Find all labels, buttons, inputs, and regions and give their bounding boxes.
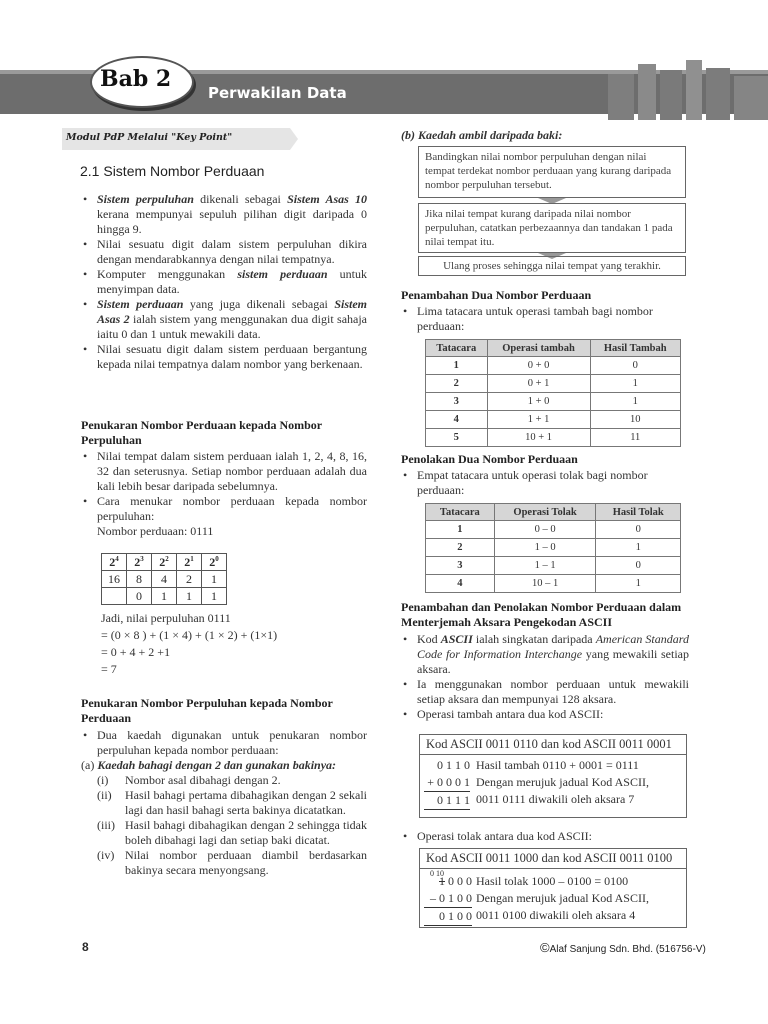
list-item: • Ia menggunakan nombor perduaan untuk mewakili setiap aksara dan mempunyai 128 aksara. xyxy=(401,677,689,707)
method-b: (b) Kaedah ambil daripada baki: xyxy=(401,128,563,142)
list-item: • Operasi tolak antara dua kod ASCII: xyxy=(401,829,689,844)
table-row: 2 0 + 1 1 xyxy=(426,375,681,393)
list-item: • Kod ASCII ialah singkatan daripada American Standard Code for Information Interchange yang mewakili setiap aksara. xyxy=(401,632,689,677)
chapter-title: Perwakilan Data xyxy=(208,84,347,102)
sub-bullet xyxy=(401,468,691,498)
step: (ii) Hasil bahagi pertama dibahagikan dengan 2 sekali lagi dan hasil bahagi serta bakinya dicatatkan. xyxy=(97,788,367,817)
intro-bullets xyxy=(81,192,367,372)
step: (i) Nombor asal dibahagi dengan 2. xyxy=(97,773,281,787)
add-bullet xyxy=(401,304,691,334)
value-cell: 4 xyxy=(152,571,177,588)
table-row: 3 1 – 1 0 xyxy=(426,557,681,575)
page-number: 8 xyxy=(82,940,89,954)
table-row: 5 10 + 1 11 xyxy=(426,429,681,447)
ascii-add-box xyxy=(419,734,687,818)
heading-ascii: Penambahan dan Penolakan Nombor Perduaan dalam Menterjemah Aksara Pengekodan ASCII xyxy=(401,600,682,629)
list-item: • Dua kaedah digunakan untuk penukaran nombor perpuluhan kepada nombor perduaan: xyxy=(81,728,367,758)
list-item: • Lima tatacara untuk operasi tambah bagi nombor perduaan: xyxy=(401,304,691,334)
list-item: • Cara menukar nombor perduaan kepada nombor perpuluhan: xyxy=(81,494,367,524)
column-header: Tatacara xyxy=(426,340,488,357)
value-cell: 8 xyxy=(127,571,152,588)
list-item: • Nilai sesuatu digit dalam sistem perduaan bergantung kepada nilai tempatnya dalam nombor yang berkenaan. xyxy=(81,342,367,372)
copyright-icon: © xyxy=(540,940,550,955)
binary-number: Nombor perduaan: 0111 xyxy=(97,524,214,538)
chapter-number: Bab 2 xyxy=(100,66,172,92)
power-cell: $2^0$ xyxy=(202,554,227,571)
value-cell: 2 xyxy=(177,571,202,588)
bin-to-dec-bullets xyxy=(81,449,367,539)
digit-cell: 1 xyxy=(202,588,227,605)
list-item: • Operasi tambah antara dua kod ASCII: xyxy=(401,707,689,722)
step: (iv) Nilai nombor perduaan diambil berdasarkan bakinya secara menyongsang. xyxy=(97,848,367,877)
heading-dec-to-bin: Penukaran Nombor Perpuluhan kepada Nombor Perduaan xyxy=(81,696,333,725)
calculation xyxy=(101,610,367,678)
list-item: • Sistem perduaan yang juga dikenali sebagai Sistem Asas 2 ialah sistem yang menggunakan dua digit sahaja iaitu 0 dan 1 untuk mewakili data. xyxy=(81,297,367,342)
table-row: 4 10 – 1 1 xyxy=(426,575,681,593)
step-box: Bandingkan nilai nombor perpuluhan dengan nilai tempat terdekat nombor perduaan yang kurang daripada nombor perpuluhan tersebut. xyxy=(418,146,686,198)
step-box: Jika nilai tempat kurang daripada nilai nombor perpuluhan, catatkan perbezaannya dan tandakan 1 pada nilai tempat itu. xyxy=(418,203,686,253)
heading-sub: Penolakan Dua Nombor Perduaan xyxy=(401,452,578,466)
table-row: 1 0 – 0 0 xyxy=(426,521,681,539)
sub-working: 1 0 0 0 – 0 1 0 0 0 1 0 0 xyxy=(424,873,472,926)
column-header: Hasil Tambah xyxy=(590,340,680,357)
digit-cell: 1 xyxy=(152,588,177,605)
list-item: • Nilai sesuatu digit dalam sistem perpuluhan dikira dengan mendarabkannya dengan nilai tempatnya. xyxy=(81,237,367,267)
value-cell: 16 xyxy=(102,571,127,588)
ascii-sub-bullet xyxy=(401,829,689,844)
list-item: • Empat tatacara untuk operasi tolak bagi nombor perduaan: xyxy=(401,468,691,498)
power-cell: $2^3$ xyxy=(127,554,152,571)
list-item: • Sistem perpuluhan dikenali sebagai Sistem Asas 10 kerana mempunyai sepuluh pilihan digit daripada 0 hingga 9. xyxy=(81,192,367,237)
modul-label: Modul PdP Melalui "Key Point" xyxy=(66,132,233,143)
column-header: Operasi Tolak xyxy=(494,504,596,521)
dec-to-bin-content xyxy=(81,728,367,878)
column-header: Operasi tambah xyxy=(487,340,590,357)
list-item: • Komputer menggunakan sistem perduaan untuk menyimpan data. xyxy=(81,267,367,297)
method-a: (a) Kaedah bahagi dengan 2 dan gunakan bakinya: xyxy=(81,758,337,772)
power-cell: $2^4$ xyxy=(102,554,127,571)
table-row: 3 1 + 0 1 xyxy=(426,393,681,411)
calc-line: = 7 xyxy=(101,662,117,676)
value-cell: 1 xyxy=(202,571,227,588)
copyright: ©Alaf Sanjung Sdn. Bhd. (516756-V) xyxy=(540,940,706,955)
calc-line: = 0 + 4 + 2 +1 xyxy=(101,645,171,659)
ascii-sub-header: Kod ASCII 0011 1000 dan kod ASCII 0011 0100 xyxy=(420,849,686,869)
ascii-add-header: Kod ASCII 0011 0110 dan kod ASCII 0011 0001 xyxy=(420,735,686,755)
place-value-table xyxy=(101,553,227,605)
digit-cell: 0 xyxy=(127,588,152,605)
book-stack-decoration xyxy=(598,60,768,120)
digit-cell xyxy=(102,588,127,605)
table-row: 4 1 + 1 10 xyxy=(426,411,681,429)
section-title: 2.1 Sistem Nombor Perduaan xyxy=(80,163,265,179)
borrow-marks: 0 10 xyxy=(430,869,444,878)
power-cell: $2^2$ xyxy=(152,554,177,571)
add-working: 0 1 1 0 + 0 0 0 1 0 1 1 1 xyxy=(424,757,470,810)
step: (iii) Hasil bahagi dibahagikan dengan 2 sehingga tidak boleh dibahagi lagi dan setiap baki dicatat. xyxy=(97,818,367,847)
ascii-sub-box xyxy=(419,848,687,928)
calc-line: = (0 × 8 ) + (1 × 4) + (1 × 2) + (1×1) xyxy=(101,628,278,642)
addition-table xyxy=(425,339,681,447)
calc-line: Jadi, nilai perpuluhan 0111 xyxy=(101,611,231,625)
subtraction-table xyxy=(425,503,681,593)
column-header: Tatacara xyxy=(426,504,495,521)
ascii-bullets xyxy=(401,632,689,722)
digit-cell: 1 xyxy=(177,588,202,605)
heading-bin-to-dec: Penukaran Nombor Perduaan kepada Nombor Perpuluhan xyxy=(81,418,322,447)
step-box: Ulang proses sehingga nilai tempat yang terakhir. xyxy=(418,256,686,276)
add-explanation: Hasil tambah 0110 + 0001 = 0111 Dengan merujuk jadual Kod ASCII, 0011 0111 diwakili oleh aksara 7 xyxy=(476,758,649,806)
table-row: 2 1 – 0 1 xyxy=(426,539,681,557)
table-row: 1 0 + 0 0 xyxy=(426,357,681,375)
modul-label-bar xyxy=(62,128,290,150)
list-item: • Nilai tempat dalam sistem perduaan ialah 1, 2, 4, 8, 16, 32 dan seterusnya. Setiap nombor perduaan adalah dua kali lebih besar daripada sebelumnya. xyxy=(81,449,367,494)
sub-explanation: Hasil tolak 1000 – 0100 = 0100 Dengan merujuk jadual Kod ASCII, 0011 0100 diwakili oleh aksara 4 xyxy=(476,874,649,922)
power-cell: $2^1$ xyxy=(177,554,202,571)
heading-add: Penambahan Dua Nombor Perduaan xyxy=(401,288,592,302)
column-header: Hasil Tolak xyxy=(596,504,681,521)
